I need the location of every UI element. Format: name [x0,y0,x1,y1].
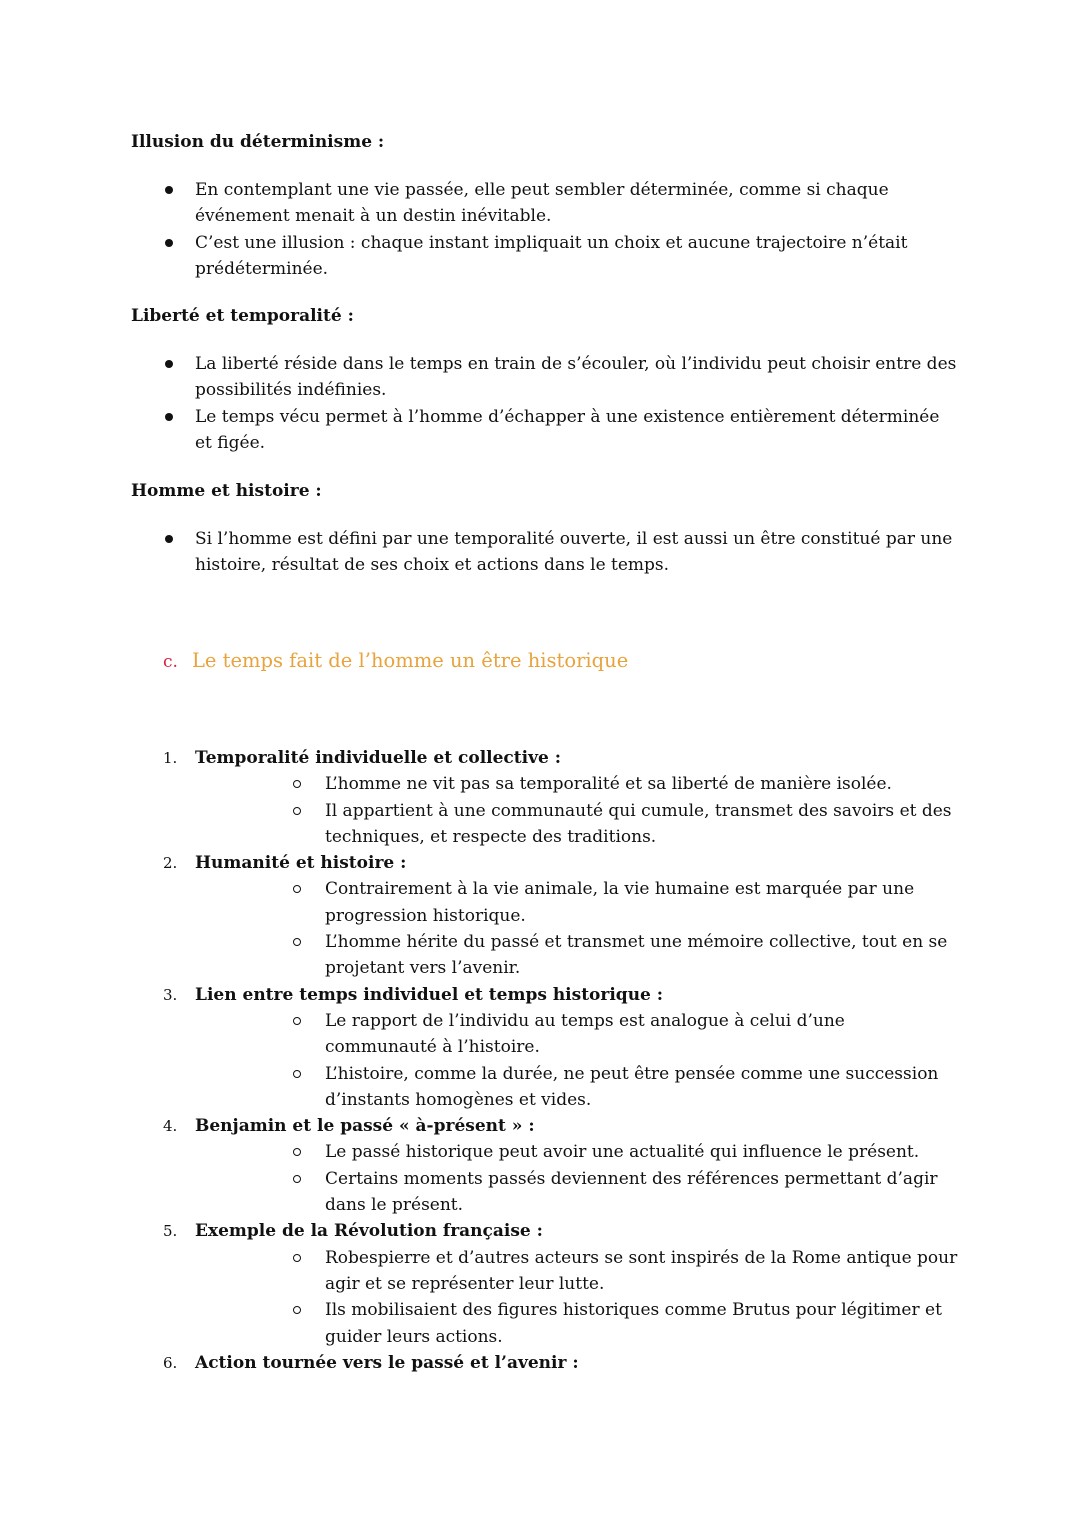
item-number: 2. [163,854,178,873]
subsection-title: Le temps fait de l’homme un être historique [191,649,629,672]
item-title: Exemple de la Révolution française : [195,1221,543,1242]
list-item [131,230,961,283]
item-title: Humanité et histoire : [195,853,407,874]
list-item-text: Si l’homme est défini par une temporalité ouverte, il est aussi un être constitué par une histoire, résultat de ses choix et actions dans le temps. [195,529,953,576]
numbered-list [131,745,961,1376]
item-number: 5. [163,1222,178,1241]
list-item [131,351,961,404]
sub-item [195,1297,961,1350]
item-number: 1. [163,749,178,767]
item-title: Lien entre temps individuel et temps historique : [195,984,664,1005]
list-item [131,177,961,230]
section-heading: Liberté et temporalité : [131,306,354,326]
circle-bullet-icon [293,807,301,815]
circle-bullet-icon [293,938,301,946]
circle-bullet-icon [293,1306,301,1314]
item-number: 3. [163,985,178,1004]
list-item-text: En contemplant une vie passée, elle peut sembler déterminée, comme si chaque événement menait à un destin inévitable. [195,180,889,227]
bullet-list [131,351,961,456]
bullet-icon [165,535,173,543]
list-item [131,404,961,457]
sub-item [195,1139,961,1165]
numbered-item [131,1350,961,1376]
sub-list [195,771,961,850]
list-item [131,526,961,579]
sub-item-text: Le passé historique peut avoir une actualité qui influence le présent. [325,1142,920,1163]
circle-bullet-icon [293,1175,301,1183]
sub-item [195,1008,961,1061]
sub-list [195,1245,961,1350]
bullet-icon [165,186,173,194]
numbered-item [131,1218,961,1349]
sub-item [195,929,961,982]
bullet-list [131,526,961,579]
sub-list [195,1139,961,1218]
circle-bullet-icon [293,1254,301,1262]
circle-bullet-icon [293,780,301,788]
item-title: Benjamin et le passé « à-présent » : [195,1116,535,1137]
circle-bullet-icon [293,1070,301,1078]
sub-item [195,1166,961,1219]
subsection-marker: c. [163,652,178,672]
circle-bullet-icon [293,1017,301,1025]
numbered-item [131,982,961,1113]
numbered-item [131,850,961,981]
subsection-heading [131,648,961,675]
sub-item-text: Robespierre et d’autres acteurs se sont inspirés de la Rome antique pour agir et se représenter leur lutte. [325,1247,958,1294]
circle-bullet-icon [293,885,301,893]
sub-list [195,876,961,981]
numbered-item [131,1113,961,1218]
bullet-icon [165,360,173,368]
list-item-text: C’est une illusion : chaque instant impliquait un choix et aucune trajectoire n’était prédéterminée. [195,232,908,279]
sub-item-text: L’histoire, comme la durée, ne peut être pensée comme une succession d’instants homogènes et vides. [325,1063,939,1110]
sub-item-text: Le rapport de l’individu au temps est analogue à celui d’une communauté à l’histoire. [325,1010,845,1058]
item-title: Temporalité individuelle et collective : [195,748,561,768]
list-item-text: Le temps vécu permet à l’homme d’échapper à une existence entièrement déterminée et figée. [195,406,940,453]
sub-item-text: L’homme ne vit pas sa temporalité et sa liberté de manière isolée. [325,774,892,795]
item-title: Action tournée vers le passé et l’avenir : [195,1352,579,1373]
list-item-text: La liberté réside dans le temps en train de s’écouler, où l’individu peut choisir entre des possibilités indéfinies. [195,354,957,401]
sub-item-text: Contrairement à la vie animale, la vie humaine est marquée par une progression historique. [325,879,915,926]
bullet-list [131,177,961,282]
sub-item-text: L’homme hérite du passé et transmet une mémoire collective, tout en se projetant vers l’avenir. [325,932,948,979]
numbered-item [131,745,961,850]
sub-item [195,1061,961,1114]
bullet-icon [165,413,173,421]
sub-item [195,1245,961,1298]
circle-bullet-icon [293,1148,301,1156]
sub-item-text: Il appartient à une communauté qui cumule, transmet des savoirs et des techniques, et respecte des traditions. [325,800,952,847]
sub-item-text: Ils mobilisaient des figures historiques comme Brutus pour légitimer et guider leurs actions. [325,1300,942,1347]
sub-item [195,771,961,797]
section-heading: Illusion du déterminisme : [131,132,385,152]
section-heading: Homme et histoire : [131,481,322,501]
item-number: 4. [163,1117,178,1136]
sub-item [195,798,961,851]
sub-item [195,876,961,929]
sub-list [195,1008,961,1113]
bullet-icon [165,239,173,247]
item-number: 6. [163,1353,178,1372]
sub-item-text: Certains moments passés deviennent des références permettant d’agir dans le présent. [325,1168,938,1216]
